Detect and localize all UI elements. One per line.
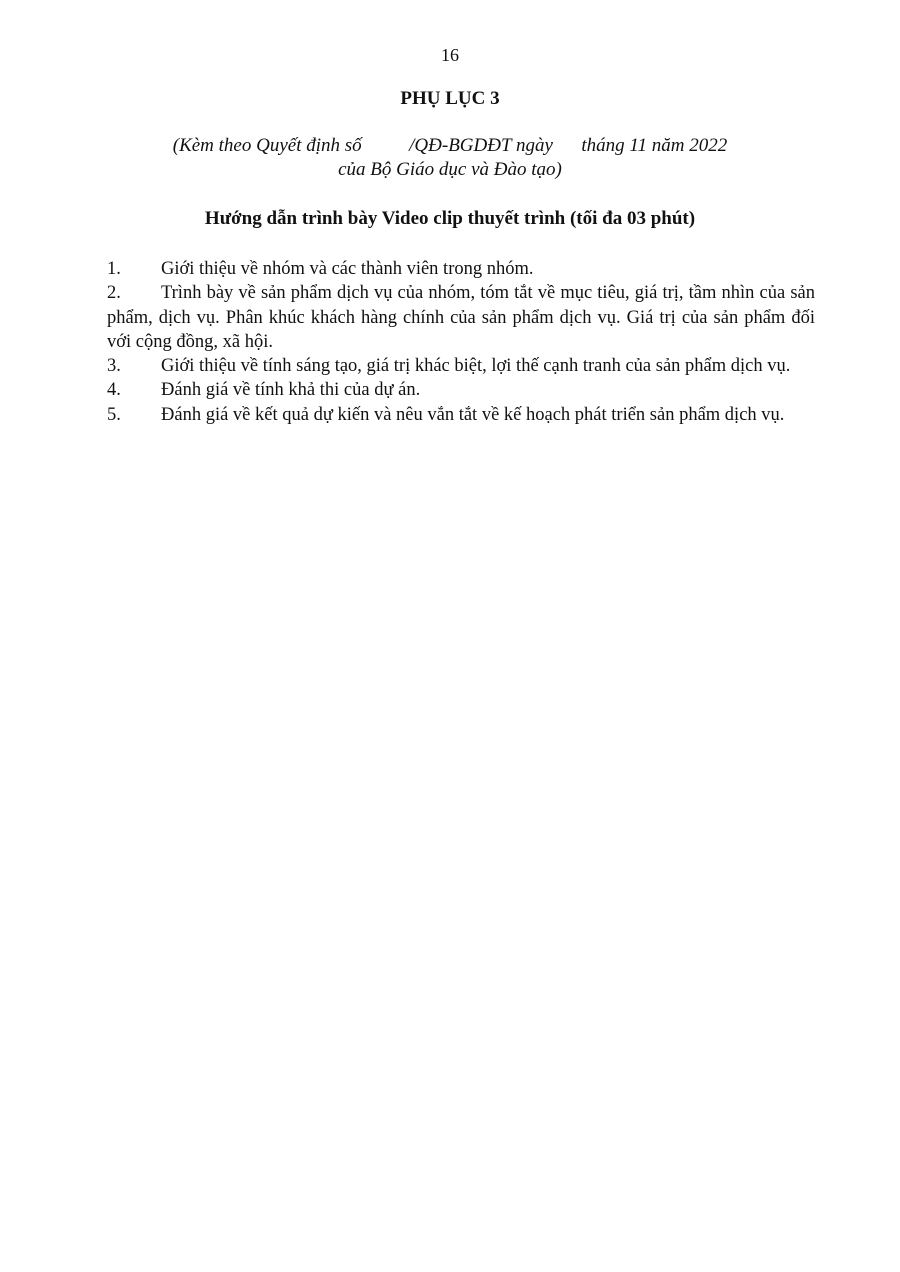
page-number: 16: [441, 45, 459, 65]
list-item-text: Giới thiệu về nhóm và các thành viên trong nhóm.: [161, 259, 534, 279]
list-item-text: Trình bày về sản phẩm dịch vụ của nhóm, tóm tắt về mục tiêu, giá trị, tầm nhìn của sản phẩm, dịch vụ. Phân khúc khách hàng chính của sản phẩm dịch vụ. Giá trị của sản phẩm đối với cộng đồng, xã hội.: [107, 283, 815, 352]
decision-reference-line-1: (Kèm theo Quyết định số /QĐ-BGDĐT ngày tháng 11 năm 2022: [172, 135, 728, 156]
list-item: [107, 378, 815, 402]
decision-reference: [0, 134, 900, 182]
guideline-list: [107, 257, 815, 427]
document-heading: Hướng dẫn trình bày Video clip thuyết trình (tối đa 03 phút): [204, 208, 696, 229]
list-item-number: 5.: [107, 404, 121, 425]
list-item: [107, 403, 815, 427]
list-item: [107, 281, 815, 354]
decision-reference-line-2: của Bộ Giáo dục và Đào tạo): [338, 159, 562, 180]
list-item: [107, 354, 815, 378]
list-item-number: 4.: [107, 380, 121, 401]
list-item-text: Đánh giá về kết quả dự kiến và nêu vắn tắt về kế hoạch phát triển sản phẩm dịch vụ.: [161, 404, 785, 425]
list-item-text: Giới thiệu về tính sáng tạo, giá trị khác biệt, lợi thế cạnh tranh của sản phẩm dịch vụ.: [161, 356, 791, 377]
appendix-title: PHỤ LỤC 3: [400, 88, 500, 109]
list-item-text: Đánh giá về tính khả thi của dự án.: [161, 380, 421, 401]
list-item: [107, 257, 815, 281]
list-item-number: 1.: [107, 259, 121, 279]
list-item-number: 2.: [107, 283, 121, 304]
list-item-number: 3.: [107, 356, 121, 377]
